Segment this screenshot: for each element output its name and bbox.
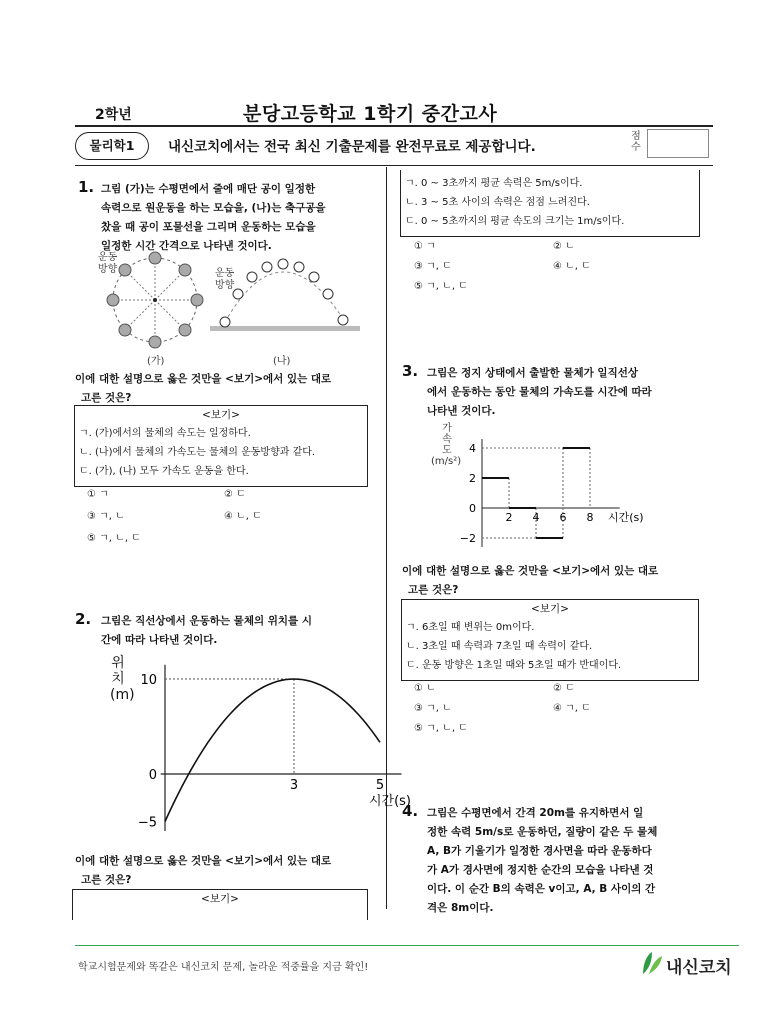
header-rule (75, 125, 713, 127)
subject-badge: 물리학1 (75, 132, 149, 160)
banner-text: 내신코치에서는 전국 최신 기출문제를 완전무료로 제공합니다. (168, 139, 536, 155)
q2-position-chart (105, 652, 412, 842)
q1-fig-b-caption: (나) (273, 356, 291, 367)
y-tick-label: 2 (469, 472, 476, 485)
q3-choice-1[interactable]: ① ㄴ (414, 683, 436, 694)
q3-bogi-item: ㄱ. 6초일 때 변위는 0m이다. (406, 622, 535, 633)
q1-choice-2[interactable]: ② ㄷ (224, 489, 246, 500)
q2-bogi-box-continued (400, 170, 700, 237)
q4-text: 그림은 수평면에서 간격 20m를 유지하면서 일 정한 속력 5m/s로 운동하던, 질량이 같은 두 물체 A, B가 기울기가 일정한 경사면을 따라 운동하다 가 A가 경사면에 정지한 순간의 모습을 나타낸 것 이다. 이 순간 B의 속력은 v이고, A, B 사이의 간 격은 8m이다. (427, 807, 658, 914)
y-tick-label: 4 (469, 442, 476, 455)
position-curve (165, 679, 380, 822)
q3-choice-3[interactable]: ③ ㄱ, ㄴ (414, 703, 452, 714)
q1-fig-a-direction: 운동 방향 (98, 252, 118, 275)
q1-number: 1. (78, 178, 95, 196)
q3-text: 그림은 정지 상태에서 출발한 물체가 일직선상 에서 운동하는 동안 물체의 가속도를 시간에 따라 나타낸 것이다. (427, 367, 652, 417)
q4-number: 4. (402, 802, 419, 820)
y-tick-label: −2 (459, 532, 476, 545)
q2-number: 2. (75, 610, 92, 628)
q1-choice-5[interactable]: ⑤ ㄱ, ㄴ, ㄷ (87, 533, 141, 544)
q1-choice-1[interactable]: ① ㄱ (87, 489, 109, 500)
q2-choice-5[interactable]: ⑤ ㄱ, ㄴ, ㄷ (414, 281, 468, 292)
q3-bogi-box: <보기> ㄱ. 6초일 때 변위는 0m이다. ㄴ. 3초일 때 속력과 7초일 때 속력이 같다. ㄷ. 운동 방향은 1초일 때와 5초일 때가 반대이다. (401, 599, 699, 681)
q2-bogi-item: ㄴ. 3 ~ 5초 사이의 속력은 점점 느려진다. (405, 197, 590, 208)
x-tick-label: 3 (289, 778, 299, 793)
q1-bogi-item: ㄷ. (가), (나) 모두 가속도 운동을 한다. (79, 466, 249, 477)
x-tick-label: 5 (375, 778, 385, 793)
y-tick-label: 0 (469, 502, 476, 515)
q2-question: 이에 대한 설명으로 옳은 것만을 <보기>에서 있는 대로 고른 것은? (75, 855, 332, 886)
q1-bogi-box: <보기> ㄱ. (가)에서의 물체의 속도는 일정하다. ㄴ. (나)에서 물체의 가속도는 물체의 운동방향과 같다. ㄷ. (가), (나) 모두 가속도 운동을 한다. (74, 405, 368, 487)
q3-bogi-item: ㄷ. 운동 방향은 1초일 때와 5초일 때가 반대이다. (406, 660, 622, 671)
y-tick-label: 0 (148, 768, 157, 783)
q2-bogi-box: <보기> (72, 889, 368, 920)
score-box[interactable] (647, 129, 709, 158)
exam-title: 분당고등학교 1학기 중간고사 (243, 103, 498, 125)
circle-figure (107, 252, 203, 348)
x-tick-label: 6 (559, 511, 567, 524)
q1-question: 이에 대한 설명으로 옳은 것만을 <보기>에서 있는 대로 고른 것은? (75, 373, 332, 404)
x-axis-label: 시간(s) (608, 511, 644, 524)
q2-text: 그림은 직선상에서 운동하는 물체의 위치를 시 간에 따라 나타낸 것이다. (101, 615, 312, 646)
q2-ylabel: 위치(m) (110, 655, 135, 703)
q1-choice-3[interactable]: ③ ㄱ, ㄴ (87, 511, 125, 522)
q3-choice-4[interactable]: ④ ㄱ, ㄷ (553, 703, 591, 714)
header-bottom-rule (75, 165, 713, 166)
q1-fig-a-caption: (가) (147, 356, 165, 367)
x-tick-label: 2 (505, 511, 513, 524)
q3-number: 3. (402, 362, 419, 380)
q3-question: 이에 대한 설명으로 옳은 것만을 <보기>에서 있는 대로 고른 것은? (402, 565, 659, 596)
q2-choice-1[interactable]: ① ㄱ (414, 241, 436, 252)
footer-text: 학교시험문제와 똑같은 내신코치 문제, 놀라운 적중률을 지금 확인! (78, 962, 369, 973)
q1-fig-b-direction: 운동 방향 (215, 268, 235, 291)
q3-bogi-item: ㄴ. 3초일 때 속력과 7초일 때 속력이 같다. (406, 641, 593, 652)
q2-bogi-item: ㄷ. 0 ~ 5초까지의 평균 속도의 크기는 1m/s이다. (405, 216, 625, 227)
q3-acceleration-chart (445, 435, 695, 555)
q3-ylabel: 가 속 도 (442, 423, 452, 456)
grade-label: 2학년 (95, 107, 132, 123)
y-tick-label: 10 (140, 673, 157, 688)
score-label: 점수 (631, 131, 641, 153)
q2-choice-2[interactable]: ② ㄴ (553, 241, 575, 252)
q2-choice-4[interactable]: ④ ㄴ, ㄷ (553, 261, 591, 272)
q1-bogi-item: ㄴ. (나)에서 물체의 가속도는 물체의 운동방향과 같다. (79, 447, 316, 458)
q2-bogi-item: ㄱ. 0 ~ 3초까지 평균 속력은 5m/s이다. (405, 178, 583, 189)
q3-yunit: (m/s²) (431, 456, 462, 467)
q1-bogi-item: ㄱ. (가)에서의 물체의 속도는 일정하다. (79, 428, 251, 439)
x-tick-label: 4 (532, 511, 540, 524)
x-axis-label: 시간(s) (368, 794, 412, 809)
y-tick-label: −5 (137, 815, 157, 831)
q3-choice-2[interactable]: ② ㄷ (553, 683, 575, 694)
q1-text: 그림 (가)는 수평면에서 줄에 매단 공이 일정한 속력으로 원운동을 하는 모습을, (나)는 축구공을 찼을 때 공이 포물선을 그리며 운동하는 모습을 일정한 시간 간격으로 나타낸 것이다. (101, 183, 326, 252)
q3-choice-5[interactable]: ⑤ ㄱ, ㄴ, ㄷ (414, 723, 468, 734)
leaf-logo-icon (640, 950, 664, 976)
q1-choice-4[interactable]: ④ ㄴ, ㄷ (224, 511, 262, 522)
x-tick-label: 8 (586, 511, 594, 524)
q2-choice-3[interactable]: ③ ㄱ, ㄷ (414, 261, 452, 272)
footer-rule (75, 945, 739, 946)
brand-logo: 내신코치 (666, 958, 732, 978)
